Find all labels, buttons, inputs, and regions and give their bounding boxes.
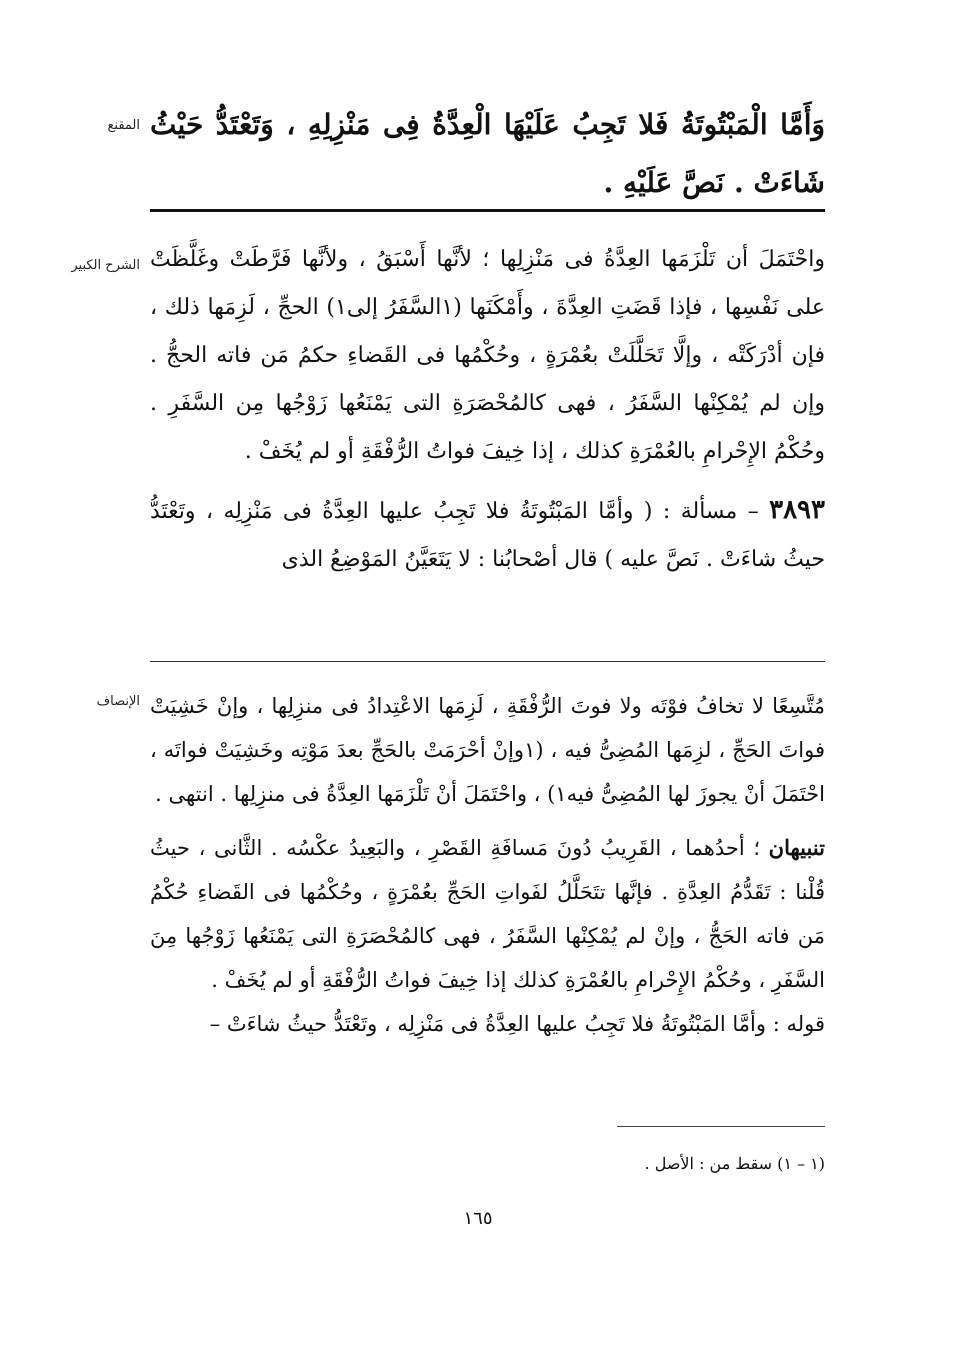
muqni-text-block — [150, 96, 825, 212]
insaf-text-block — [150, 684, 825, 1046]
sharh-paragraph: واحْتَمَلَ أن تَلْزَمَها العِدَّةُ فى مَنْزِلِها ؛ لأنَّها أَسْبَقُ ، ولأنَّها فَرَّطَتْ وغَلَّظَتْ على نَفْسِها ، فإذا قَضَتِ العِدَّةَ ، وأَمْكَنَها (١السَّفَرُ إلى١) الحجِّ ، لَزِمَها ذلك ، فإن أدْرَكَتْه ، وإلَّا تَحَلَّلَتْ بعُمْرَةٍ ، وحُكْمُها فى القَضاءِ حكمُ مَن فاته الحجُّ . وإن لم يُمْكِنْها السَّفَرُ ، فهى كالمُحْصَرَةِ التى يَمْنَعُها زَوْجُها مِن السَّفَرِ . وحُكْمُ الإِحْرامِ بالعُمْرَةِ كذلك ، إذا خِيفَ فواتُ الرُّفْقَةِ أو لم يُخَفْ . — [150, 247, 825, 464]
section-label-sharh: الشرح الكبير — [71, 258, 140, 273]
section-label-muqni: المقنع — [107, 118, 140, 133]
footnote-divider — [617, 1126, 825, 1127]
section-label-insaf: الإنصاف — [96, 694, 140, 709]
insaf-paragraph: مُتَّسِعًا لا تخافُ فوْتَه ولا فوتَ الرُّفْقَةِ ، لَزِمَها الاعْتِدادُ فى منزِلِها ، وإنْ خَشِيَتْ فواتَ الحَجِّ ، لزِمَها المُضِىُّ فيه ، (١وإنْ أحْرَمَتْ بالحَجِّ بعدَ مَوْتِه وخَشِيَتْ فواتَه ، احْتَمَلَ أنْ يجوزَ لها المُضِىُّ فيه١) ، واحْتَمَلَ أنْ تَلْزَمَها العِدَّةُ فى منزِلِها . انتهى . — [150, 694, 825, 806]
tanbihan-paragraph — [150, 826, 825, 1002]
footnote: (١ – ١) سقط من : الأصل . — [644, 1154, 825, 1173]
page-number: ١٦٥ — [463, 1208, 493, 1229]
masala-number: ٣٨٩٣ — [769, 495, 825, 525]
qawluhu-paragraph: قوله : وأمَّا المَبْتُوتَةُ فلا تَجِبُ عليها العِدَّةُ فى مَنْزِلِه ، وتَعْتَدُّ حيثُ شاءَتْ – — [209, 1012, 825, 1036]
masala-text: – مسألة : ( وأمَّا المَبْتُوتَةُ فلا تَجِبُ عليها العِدَّةُ فى مَنْزِلِه ، وتَعْتَدُّ حيثُ شاءَتْ . نَصَّ عليه ) قال أصْحابُنا : لا يَتَعَيَّنُ المَوْضِعُ الذى — [150, 499, 825, 572]
masala-paragraph — [150, 486, 825, 584]
section-divider-thick — [150, 209, 825, 212]
section-divider-thin — [150, 661, 825, 662]
sharh-text-block — [150, 236, 825, 584]
muqni-paragraph: وَأَمَّا الْمَبْتُوتَةُ فَلا تَجِبُ عَلَيْهَا الْعِدَّةُ فِى مَنْزِلِهِ ، وَتَعْتَدُّ حَيْثُ شَاءَتْ . نَصَّ عَلَيْهِ . — [150, 108, 825, 199]
tanbihan-label: تنبيهان — [768, 835, 825, 860]
tanbihan-text: ؛ أحدُهما ، القَرِيبُ دُونَ مَسافَةِ القَصْرِ ، والبَعِيدُ عكْسُه . الثَّانى ، حيثُ قُلْنا : تَقَدُّمُ العِدَّةِ . فإنَّها تتَحَلَّلُ لفَواتِ الحَجِّ بعُمْرَةٍ ، وحُكْمُها فى القَضاءِ حُكْمُ مَن فاته الحَجُّ ، وإنْ لم يُمْكِنْها السَّفَرُ ، فهى كالمُحْصَرَةِ التى يَمْنَعُها زَوْجُها مِنَ السَّفَرِ ، وحُكْمُ الإِحْرامِ بالعُمْرَةِ كذلك إذا خِيفَ فواتُ الرُّفْقَةِ أو لم يُخَفْ . — [150, 836, 825, 992]
